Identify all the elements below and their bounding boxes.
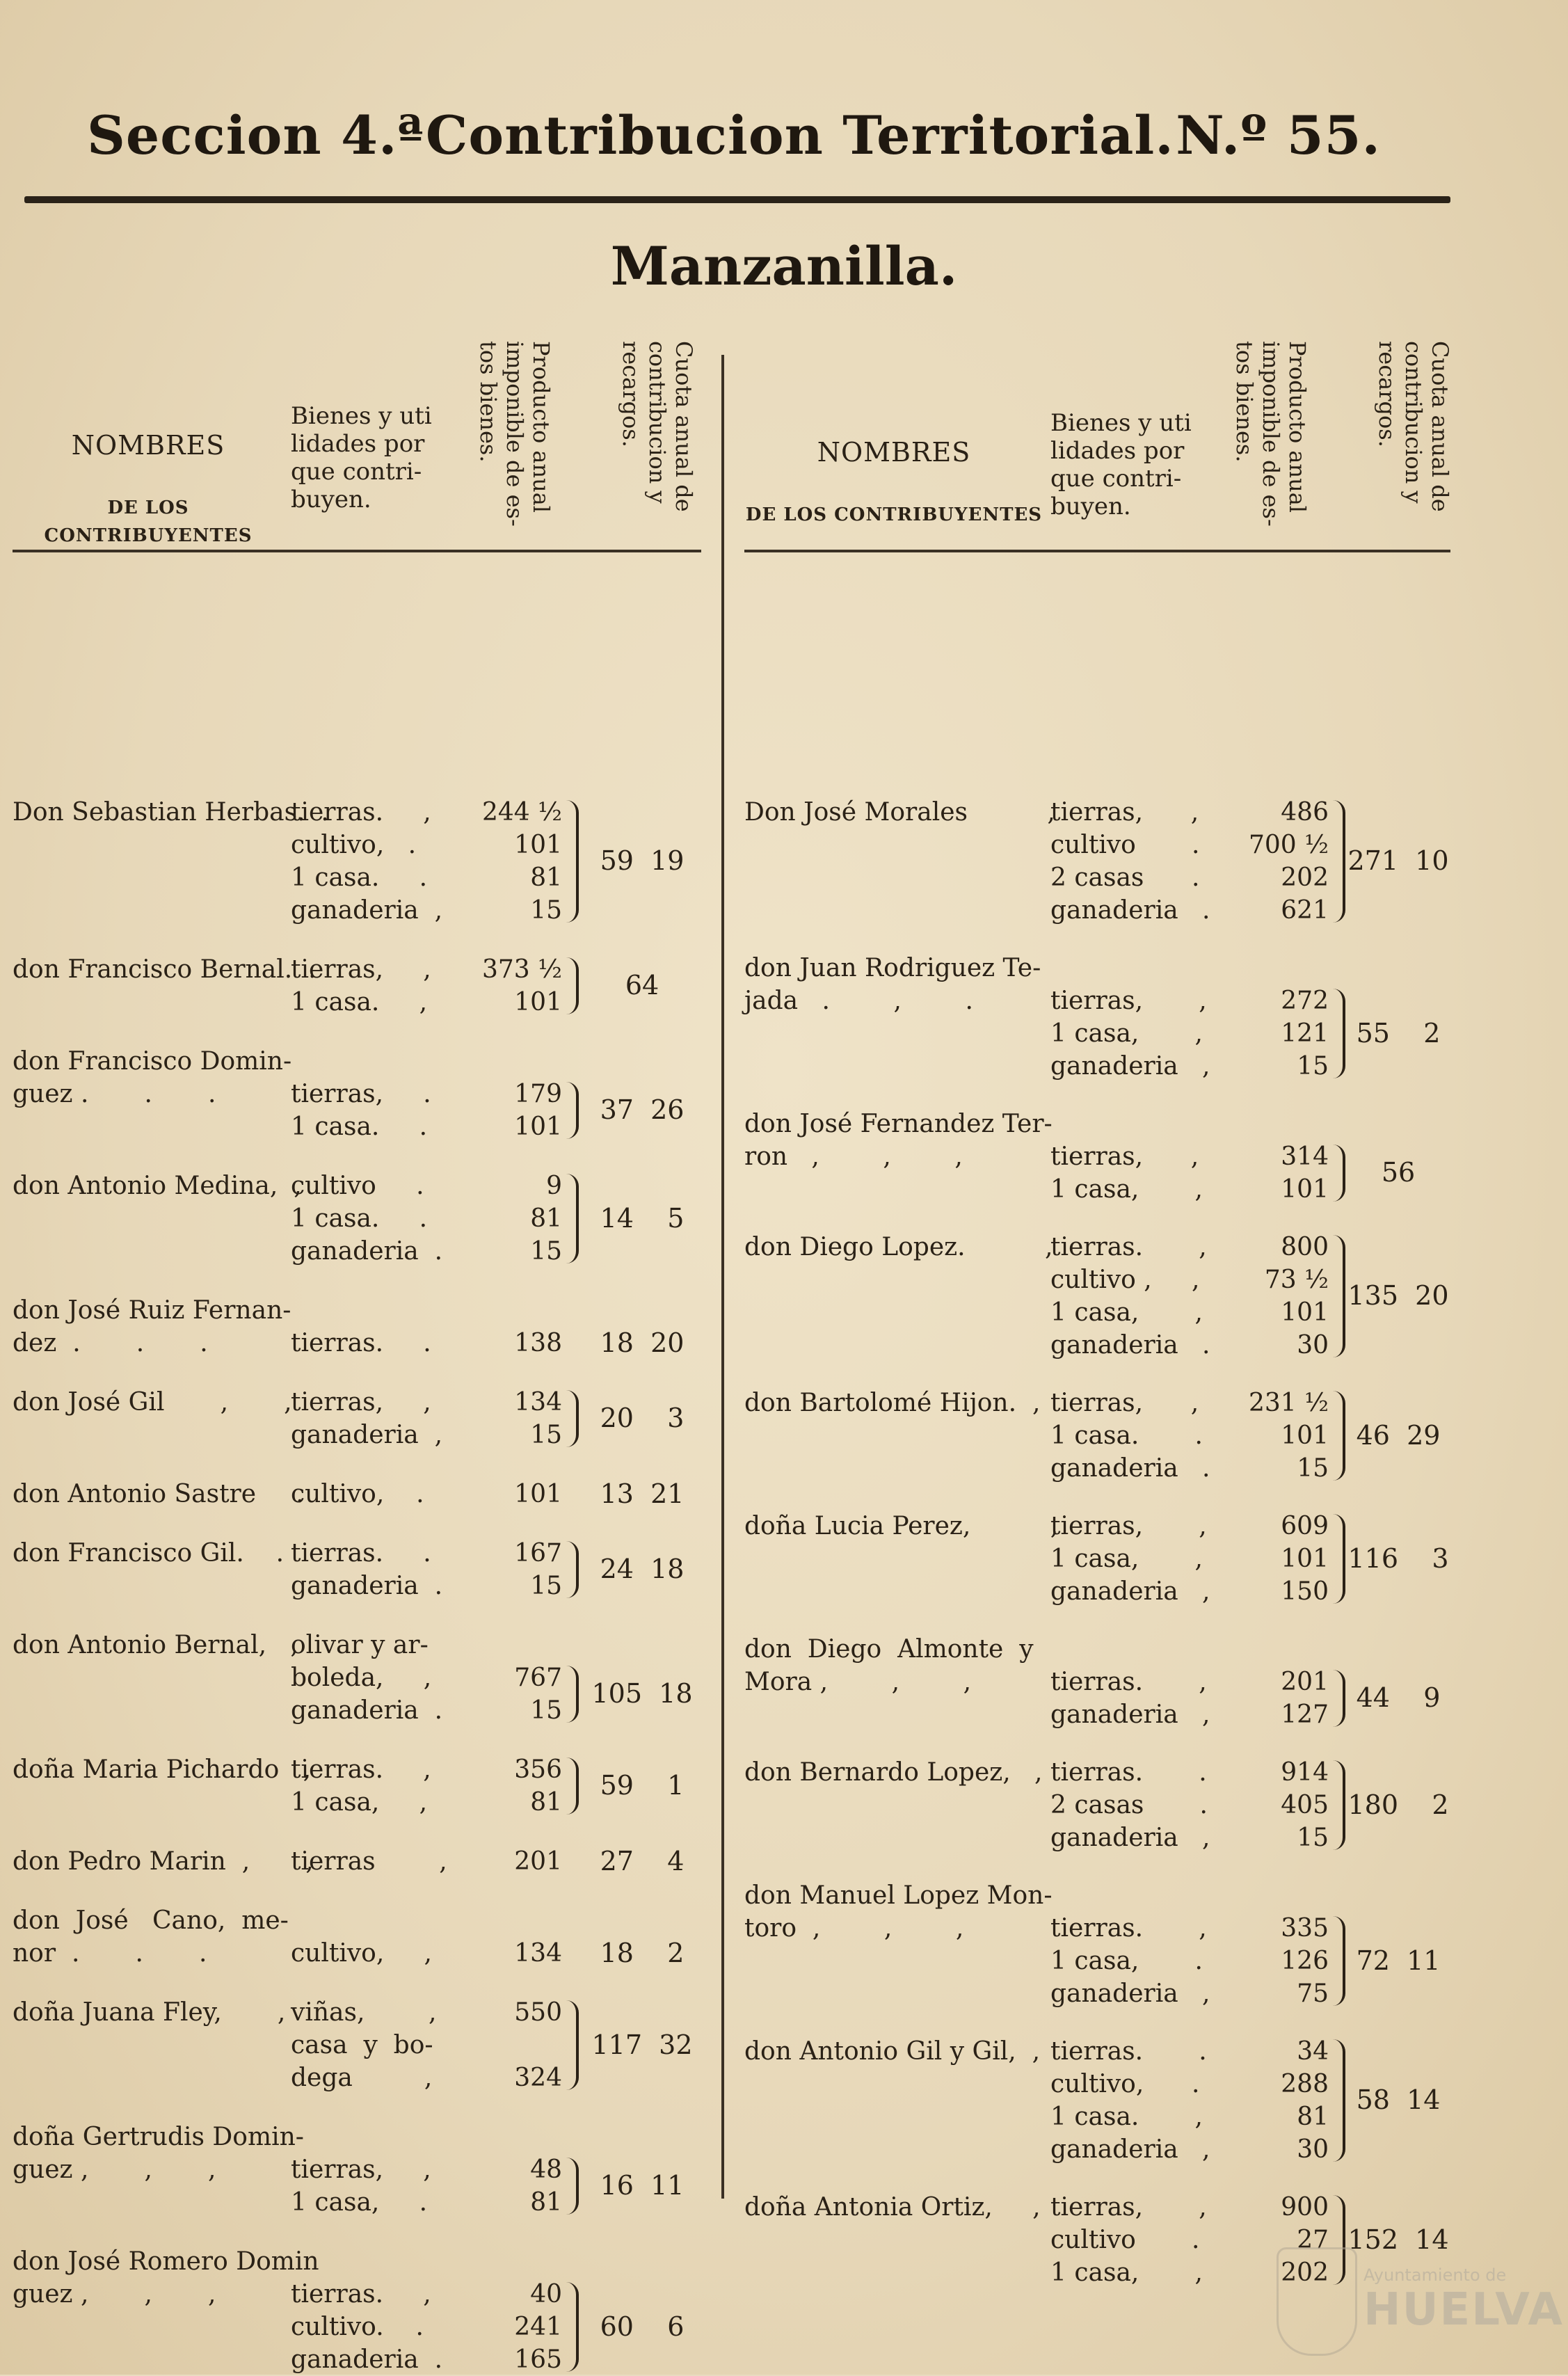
product-values: 356 81 [514, 1755, 562, 1817]
product-values: 231 ½ 101 15 [1248, 1389, 1329, 1483]
product-values: 167 15 [514, 1539, 562, 1600]
goods-list: tierras. . ganaderia . [291, 1539, 443, 1600]
ledger-entry [744, 1108, 1450, 1206]
goods-list: tierras. . 2 casas . ganaderia , [1050, 1758, 1210, 1852]
taxpayer-name: Don Sebastian Herbas. . [13, 798, 329, 827]
goods-list: cultivo, . [291, 1480, 424, 1508]
quota-value: 56 [1381, 1157, 1416, 1188]
quota-value: 59 1 [600, 1770, 685, 1801]
ledger-entry [13, 1478, 701, 1510]
right-column-headers [744, 341, 1453, 552]
brace [566, 1390, 579, 1447]
product-values: 201 127 [1281, 1668, 1329, 1729]
product-header: Producto anual imponible de es- tos bienes. [475, 341, 554, 527]
goods-list: tierras. , cultivo , , 1 casa, , ganaderia . [1050, 1233, 1210, 1360]
product-values: 800 73 ½ 101 30 [1264, 1233, 1329, 1360]
left-column-headers [13, 341, 701, 552]
ledger-entry [744, 952, 1450, 1083]
ledger-entry [13, 1904, 701, 1970]
product-values: 134 15 [514, 1388, 562, 1449]
product-values: 272 121 15 [1281, 987, 1329, 1081]
quota-value: 271 10 [1347, 845, 1449, 876]
goods-list: tierras. , ganaderia , [1050, 1668, 1210, 1729]
brace [566, 1174, 579, 1263]
brace [566, 1666, 579, 1723]
product-values: 314 101 [1281, 1142, 1329, 1204]
goods-list: tierras. . [291, 1329, 431, 1357]
taxpayer-name: don Antonio Sastre . [13, 1480, 304, 1508]
product-values: 9 81 15 [530, 1172, 562, 1266]
taxpayer-name: don Francisco Domin- guez . . . [13, 1047, 292, 1108]
brace [566, 2158, 579, 2215]
quota-value: 46 29 [1356, 1419, 1441, 1451]
goods-list: tierras, , cultivo . 2 casas . ganaderia . [1050, 798, 1210, 925]
brace [566, 1082, 579, 1139]
taxpayer-name: doña Maria Pichardo , [13, 1755, 312, 1784]
product-values: 34 288 81 30 [1281, 2037, 1329, 2164]
ledger-entry [13, 796, 701, 927]
product-header: Producto anual imponible de es- tos bienes. [1231, 341, 1311, 527]
quota-value: 64 [625, 970, 659, 1000]
quota-value: 117 32 [591, 2029, 693, 2060]
header-rule [24, 196, 1450, 203]
taxpayer-name: don Manuel Lopez Mon- toro , , , [744, 1881, 1053, 1943]
goods-list: cultivo . 1 casa. . ganaderia . [291, 1172, 443, 1266]
goods-list: tierras, , 1 casa, . [291, 2155, 431, 2217]
names-header-top: NOMBRES [817, 437, 971, 468]
quota-value: 18 2 [600, 1937, 685, 1968]
goods-list: viñas, , casa y bo- dega , [291, 1998, 437, 2092]
taxpayer-name: don José Romero Domin guez , , , [13, 2247, 319, 2309]
quota-value: 37 26 [600, 1094, 685, 1125]
goods-list: olivar y ar- boleda, , ganaderia . [291, 1631, 443, 1725]
brace [566, 2282, 579, 2372]
taxpayer-name: don Diego Almonte y Mora , , , [744, 1635, 1034, 1696]
taxpayer-name: don Diego Lopez. , [744, 1233, 1053, 1261]
ledger-entry [13, 2245, 701, 2376]
goods-header: Bienes y uti lidades por que contri- buyen. [291, 402, 432, 513]
ledger-entry [744, 2035, 1450, 2166]
goods-list: tierras, , cultivo . 1 casa, , [1050, 2193, 1207, 2287]
quota-value: 105 18 [591, 1678, 693, 1709]
ledger-entry [744, 1633, 1450, 1731]
page-number: N.º 55. [1176, 104, 1381, 166]
taxpayer-name: doña Antonia Ortiz, , [744, 2193, 1041, 2222]
subject-label: Contribucion Territorial. [425, 104, 1174, 166]
quota-value: 152 14 [1347, 2224, 1449, 2255]
product-values: 914 405 15 [1281, 1758, 1329, 1852]
names-header [13, 431, 284, 550]
product-values: 179 101 [514, 1080, 562, 1141]
quota-value: 18 20 [600, 1327, 685, 1358]
product-values: 486 700 ½ 202 621 [1248, 798, 1329, 925]
ledger-entry [13, 2121, 701, 2219]
taxpayer-name: Don José Morales , [744, 798, 1055, 827]
quota-value: 20 3 [600, 1403, 685, 1433]
goods-list: tierras. . cultivo, . 1 casa. , ganaderia , [1050, 2037, 1210, 2164]
names-header [744, 438, 1043, 529]
product-values: 40 241 165 [514, 2280, 562, 2374]
product-values: 138 [514, 1329, 562, 1357]
goods-list: tierras, , 1 casa, , ganaderia , [1050, 1512, 1210, 1606]
quota-value: 14 5 [600, 1202, 685, 1234]
taxpayer-name: don Bernardo Lopez, , [744, 1758, 1043, 1787]
page-header [87, 104, 1381, 166]
names-header-bottom: DE LOS CONTRIBUYENTES [745, 504, 1043, 525]
watermark-line1: Ayuntamiento de [1363, 2265, 1507, 2285]
product-values: 244 ½ 101 81 15 [481, 798, 562, 925]
product-values: 48 81 [530, 2155, 562, 2217]
ledger-entry [13, 1996, 701, 2094]
quota-value: 116 3 [1347, 1542, 1449, 1574]
product-values: 134 [514, 1939, 562, 1968]
product-values: 609 101 150 [1281, 1512, 1329, 1606]
brace [566, 1757, 579, 1815]
goods-list: tierras, , 1 casa. . ganaderia . [1050, 1389, 1210, 1483]
quota-value: 180 2 [1347, 1789, 1449, 1820]
goods-list: tierras. , cultivo. . ganaderia . [291, 2280, 443, 2374]
taxpayer-name: don Antonio Bernal, , [13, 1631, 298, 1659]
ledger-entry [744, 1510, 1450, 1608]
ledger-entry [13, 1753, 701, 1819]
watermark [1363, 2265, 1564, 2334]
goods-list: tierras. , 1 casa, , [291, 1755, 431, 1817]
watermark-line2: HUELVA [1363, 2284, 1564, 2336]
quota-value: 58 14 [1356, 2084, 1441, 2115]
taxpayer-name: don Antonio Medina, , [13, 1172, 302, 1200]
product-values: 767 15 [514, 1664, 562, 1725]
taxpayer-name: doña Lucia Perez, , [744, 1512, 1059, 1540]
product-values: 201 [514, 1847, 562, 1876]
brace [566, 1541, 579, 1598]
quota-value: 135 20 [1347, 1280, 1449, 1311]
ledger-entry [13, 1386, 701, 1451]
quota-value: 44 9 [1356, 1682, 1441, 1713]
brace [566, 800, 579, 923]
names-header-bottom: DE LOS CONTRIBUYENTES [44, 497, 253, 546]
goods-list: tierras, , 1 casa. , [291, 955, 431, 1016]
brace [566, 957, 579, 1014]
product-values: 335 126 75 [1281, 1914, 1329, 2008]
taxpayer-name: don Juan Rodriguez Te- jada . , . [744, 954, 1041, 1015]
taxpayer-name: don Bartolomé Hijon. , [744, 1389, 1041, 1417]
taxpayer-name: doña Juana Fley, , [13, 1998, 286, 2027]
goods-list: tierras, , 1 casa, , [1050, 1142, 1203, 1204]
product-values: 900 27 202 [1281, 2193, 1329, 2287]
brace [566, 2000, 579, 2090]
watermark-seal-icon [1277, 2247, 1357, 2356]
quota-value: 55 2 [1356, 1017, 1441, 1049]
quota-value: 59 19 [600, 845, 685, 876]
product-values: 373 ½ 101 [481, 955, 562, 1016]
ledger-entry [744, 1879, 1450, 2010]
left-table [13, 341, 701, 2374]
taxpayer-name: don Francisco Gil. . [13, 1539, 285, 1568]
ledger-entry [13, 1845, 701, 1878]
taxpayer-name: doña Gertrudis Domin- guez , , , [13, 2123, 304, 2184]
goods-list: tierras, , ganaderia , [291, 1388, 443, 1449]
page-title: Manzanilla. [610, 235, 958, 297]
quota-value: 24 18 [600, 1554, 685, 1584]
product-values: 101 [514, 1480, 562, 1508]
goods-list: cultivo, , [291, 1939, 432, 1968]
goods-header: Bienes y uti lidades por que contri- buyen. [1050, 409, 1192, 520]
quota-value: 72 11 [1356, 1945, 1441, 1976]
section-label: Seccion 4.ª [87, 104, 424, 166]
ledger-entry [744, 1387, 1450, 1485]
names-header-top: NOMBRES [71, 430, 225, 461]
ledger-entry [13, 1170, 701, 1268]
quota-value: 13 21 [600, 1478, 685, 1509]
taxpayer-name: don Francisco Bernal. . [13, 955, 317, 984]
goods-list: tierras. , 1 casa, . ganaderia , [1050, 1914, 1210, 2008]
ledger-entry [744, 796, 1450, 927]
ledger-entry [744, 1231, 1450, 1362]
goods-list: tierras. , cultivo, . 1 casa. . ganaderia , [291, 798, 443, 925]
quota-header: Cuota anual de contribucion y recargos. [618, 341, 697, 512]
taxpayer-name: don Pedro Marin , , [13, 1847, 314, 1876]
quota-value: 60 6 [600, 2311, 685, 2342]
column-divider [721, 355, 724, 2199]
taxpayer-name: don José Fernandez Ter- ron , , , [744, 1110, 1053, 1171]
quota-header: Cuota anual de contribucion y recargos. [1374, 341, 1453, 512]
taxpayer-name: don José Cano, me- nor . . . [13, 1906, 289, 1968]
taxpayer-name: don Antonio Gil y Gil, , [744, 2037, 1041, 2066]
ledger-entry [13, 1294, 701, 1360]
taxpayer-name: don José Ruiz Fernan- dez . . . [13, 1296, 291, 1357]
ledger-entry [744, 1756, 1450, 1854]
goods-list: tierras, . 1 casa. . [291, 1080, 431, 1141]
taxpayer-name: don José Gil , , [13, 1388, 292, 1417]
ledger-entry [13, 1629, 701, 1727]
quota-value: 16 11 [600, 2170, 685, 2201]
goods-list: tierras, , 1 casa, , ganaderia , [1050, 987, 1210, 1081]
ledger-entry [13, 953, 701, 1019]
product-values: 550 324 [514, 1998, 562, 2092]
ledger-entry [13, 1537, 701, 1602]
goods-list: tierras , [291, 1847, 447, 1876]
ledger-entry [13, 1045, 701, 1143]
quota-value: 27 4 [600, 1845, 685, 1876]
